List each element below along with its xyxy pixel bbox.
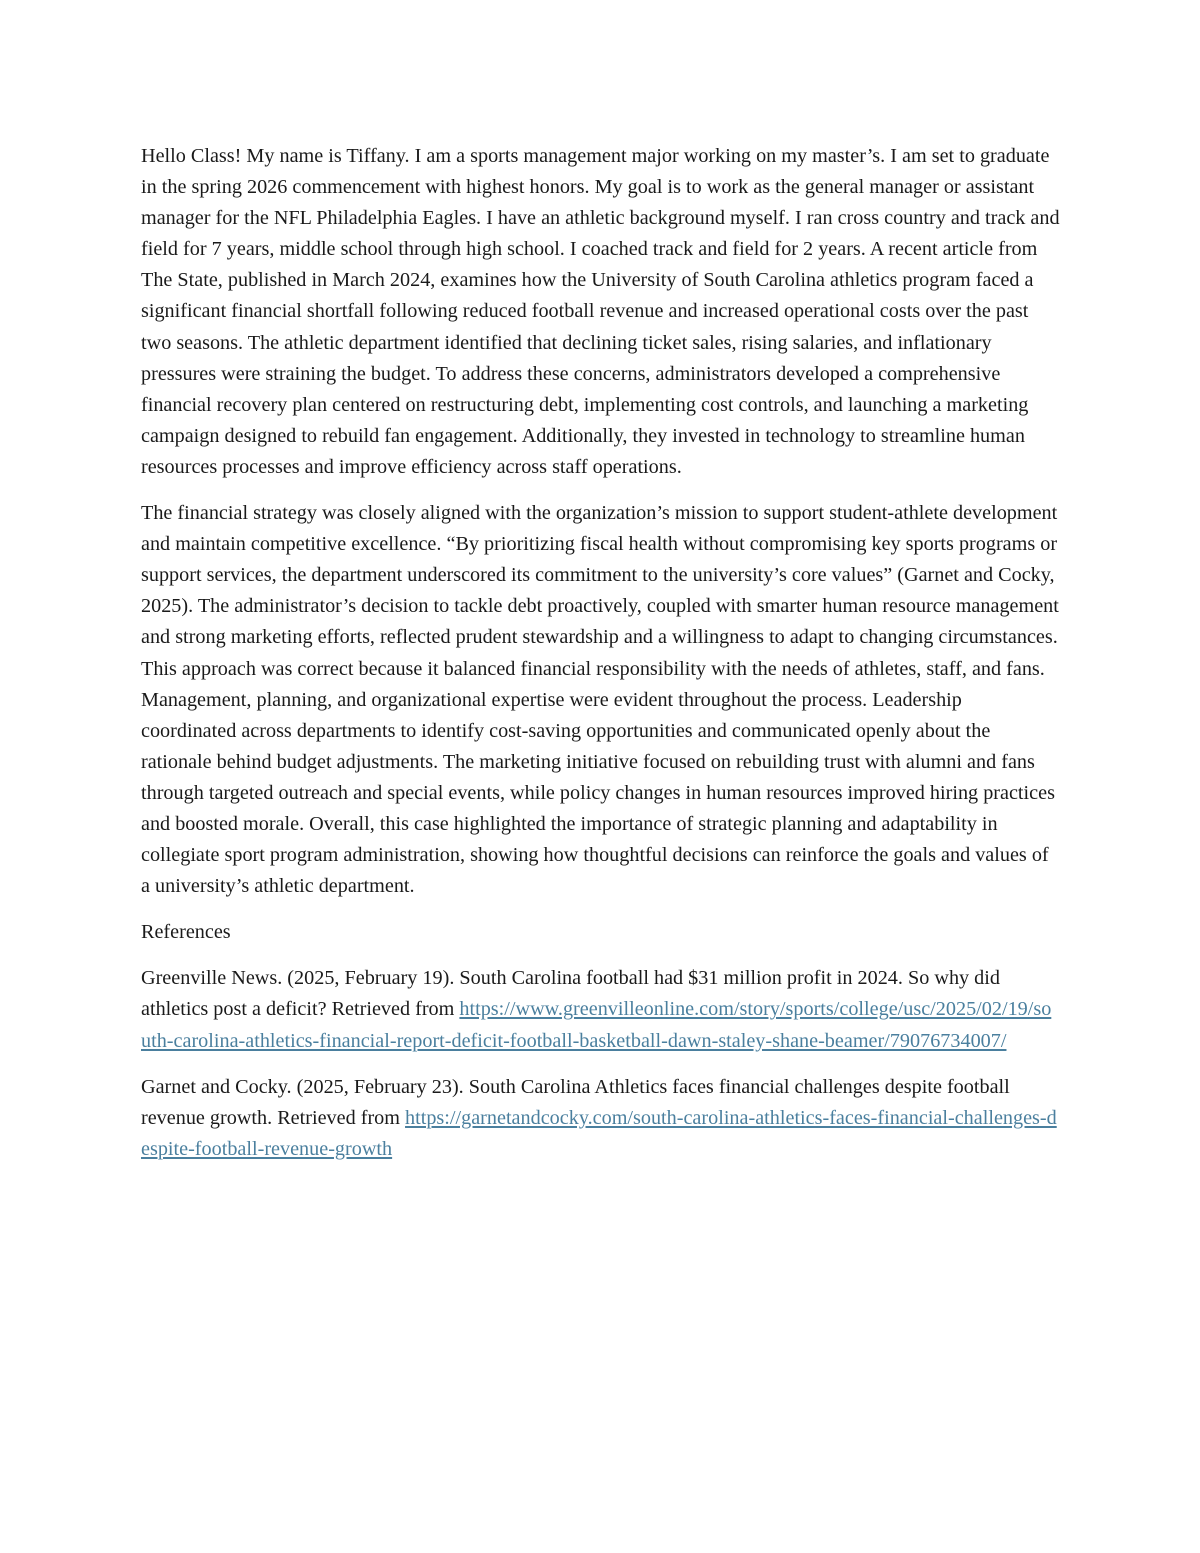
references-heading: References — [141, 921, 231, 944]
reference-item-greenville-news — [141, 963, 1061, 1056]
reference-text: Greenville News. (2025, February 19). South Carolina football had $31 million profit in 2024. So why did athletics post a deficit? Retrieved from — [141, 967, 1000, 1021]
document-page — [141, 141, 1061, 1180]
reference-item-garnet-and-cocky — [141, 1072, 1061, 1165]
reference-link-garnet-and-cocky[interactable]: https://garnetandcocky.com/south-carolina-athletics-faces-financial-challenges-despite-football-revenue-growth — [141, 1106, 1057, 1160]
intro-paragraph: Hello Class! My name is Tiffany. I am a sports management major working on my master’s. I am set to graduate in the spring 2026 commencement with highest honors. My goal is to work as the general manager or assistant manager for the NFL Philadelphia Eagles. I have an athletic background myself. I ran cross country and track and field for 7 years, middle school through high school. I coached track and field for 2 years. A recent article from The State, published in March 2024, examines how the University of South Carolina athletics program faced a significant financial shortfall following reduced football revenue and increased operational costs over the past two seasons. The athletic department identified that declining ticket sales, rising salaries, and inflationary pressures were straining the budget. To address these concerns, administrators developed a comprehensive financial recovery plan centered on restructuring debt, implementing cost controls, and launching a marketing campaign designed to rebuild fan engagement. Additionally, they invested in technology to streamline human resources processes and improve efficiency across staff operations. — [141, 145, 1060, 478]
reference-link-greenville-news[interactable]: https://www.greenvilleonline.com/story/sports/college/usc/2025/02/19/south-carolina-athletics-financial-report-deficit-football-basketball-dawn-staley-shane-beamer/79076734007/ — [141, 998, 1052, 1052]
reference-text: Garnet and Cocky. (2025, February 23). South Carolina Athletics faces financial challenges despite football revenue growth. Retrieved from — [141, 1075, 1010, 1129]
analysis-paragraph: The financial strategy was closely aligned with the organization’s mission to support student-athlete development and maintain competitive excellence. “By prioritizing fiscal health without compromising key sports programs or support services, the department underscored its commitment to the university’s core values” (Garnet and Cocky, 2025). The administrator’s decision to tackle debt proactively, coupled with smarter human resource management and strong marketing efforts, reflected prudent stewardship and a willingness to adapt to changing circumstances. This approach was correct because it balanced financial responsibility with the needs of athletes, staff, and fans. Management, planning, and organizational expertise were evident throughout the process. Leadership coordinated across departments to identify cost-saving opportunities and communicated openly about the rationale behind budget adjustments. The marketing initiative focused on rebuilding trust with alumni and fans through targeted outreach and special events, while policy changes in human resources improved hiring practices and boosted morale. Overall, this case highlighted the importance of strategic planning and adaptability in collegiate sport program administration, showing how thoughtful decisions can reinforce the goals and values of a university’s athletic department. — [141, 502, 1059, 898]
